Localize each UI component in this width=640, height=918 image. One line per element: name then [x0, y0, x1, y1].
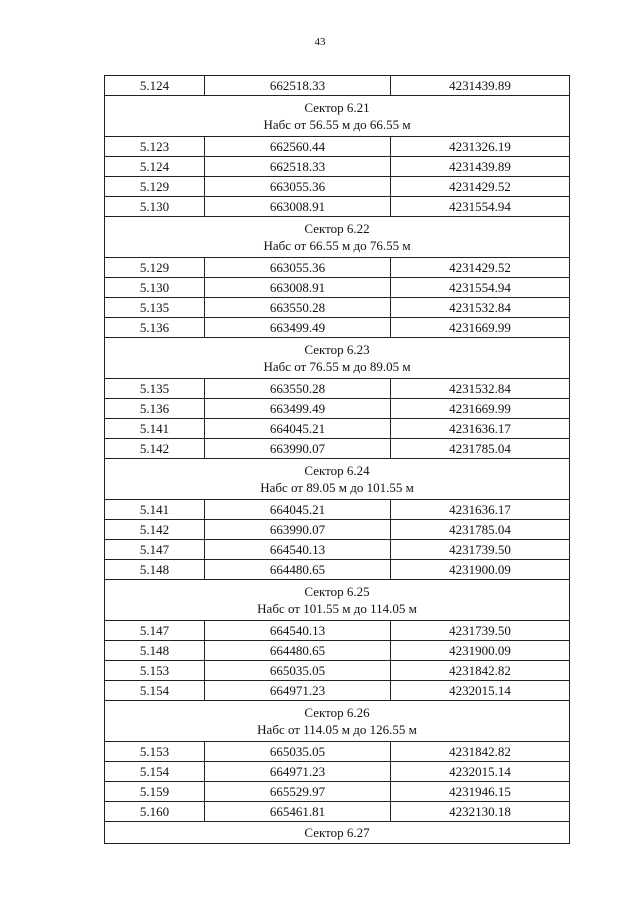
y-coordinate-cell: 4231636.17	[391, 500, 570, 520]
x-coordinate-cell: 663008.91	[205, 197, 391, 217]
point-number-cell: 5.135	[105, 298, 205, 318]
sector-title: Сектор 6.21	[304, 100, 370, 115]
x-coordinate-cell: 663499.49	[205, 318, 391, 338]
point-number-cell: 5.124	[105, 76, 205, 96]
point-number-cell: 5.153	[105, 661, 205, 681]
sector-height-range: Набс от 56.55 м до 66.55 м	[263, 117, 411, 132]
y-coordinate-cell: 4231439.89	[391, 76, 570, 96]
y-coordinate-cell: 4231554.94	[391, 278, 570, 298]
table-row	[105, 661, 570, 681]
x-coordinate-cell: 663008.91	[205, 278, 391, 298]
sector-title: Сектор 6.22	[304, 221, 370, 236]
coordinates-table	[104, 75, 570, 844]
sector-header-row	[105, 580, 570, 621]
sector-header-cell	[105, 217, 570, 258]
x-coordinate-cell: 663055.36	[205, 177, 391, 197]
sector-header-row	[105, 338, 570, 379]
sector-header-cell	[105, 701, 570, 742]
table-row	[105, 540, 570, 560]
x-coordinate-cell: 662518.33	[205, 76, 391, 96]
point-number-cell: 5.129	[105, 258, 205, 278]
sector-title: Сектор 6.23	[304, 342, 370, 357]
y-coordinate-cell: 4231429.52	[391, 258, 570, 278]
sector-header-cell	[105, 822, 570, 844]
x-coordinate-cell: 663550.28	[205, 379, 391, 399]
table-row	[105, 742, 570, 762]
table-row	[105, 520, 570, 540]
table-row	[105, 197, 570, 217]
x-coordinate-cell: 665035.05	[205, 661, 391, 681]
sector-height-range: Набс от 76.55 м до 89.05 м	[263, 359, 411, 374]
point-number-cell: 5.130	[105, 278, 205, 298]
y-coordinate-cell: 4231636.17	[391, 419, 570, 439]
y-coordinate-cell: 4231326.19	[391, 137, 570, 157]
table-row	[105, 318, 570, 338]
point-number-cell: 5.160	[105, 802, 205, 822]
point-number-cell: 5.148	[105, 641, 205, 661]
y-coordinate-cell: 4231785.04	[391, 520, 570, 540]
point-number-cell: 5.130	[105, 197, 205, 217]
y-coordinate-cell: 4231946.15	[391, 782, 570, 802]
y-coordinate-cell: 4231739.50	[391, 540, 570, 560]
x-coordinate-cell: 665461.81	[205, 802, 391, 822]
x-coordinate-cell: 664540.13	[205, 540, 391, 560]
sector-header-row	[105, 96, 570, 137]
page-number: 43	[314, 36, 326, 48]
x-coordinate-cell: 665035.05	[205, 742, 391, 762]
sector-header-row	[105, 701, 570, 742]
x-coordinate-cell: 664971.23	[205, 762, 391, 782]
y-coordinate-cell: 4231429.52	[391, 177, 570, 197]
x-coordinate-cell: 664480.65	[205, 641, 391, 661]
y-coordinate-cell: 4231842.82	[391, 742, 570, 762]
y-coordinate-cell: 4231554.94	[391, 197, 570, 217]
sector-height-range: Набс от 66.55 м до 76.55 м	[263, 238, 411, 253]
x-coordinate-cell: 664540.13	[205, 621, 391, 641]
table-row	[105, 278, 570, 298]
x-coordinate-cell: 663990.07	[205, 520, 391, 540]
x-coordinate-cell: 662560.44	[205, 137, 391, 157]
x-coordinate-cell: 663055.36	[205, 258, 391, 278]
table-row	[105, 500, 570, 520]
y-coordinate-cell: 4231439.89	[391, 157, 570, 177]
table-row	[105, 782, 570, 802]
y-coordinate-cell: 4231669.99	[391, 399, 570, 419]
x-coordinate-cell: 665529.97	[205, 782, 391, 802]
point-number-cell: 5.147	[105, 540, 205, 560]
x-coordinate-cell: 664045.21	[205, 500, 391, 520]
y-coordinate-cell: 4231669.99	[391, 318, 570, 338]
point-number-cell: 5.154	[105, 762, 205, 782]
point-number-cell: 5.136	[105, 399, 205, 419]
sector-header-row	[105, 217, 570, 258]
point-number-cell: 5.141	[105, 419, 205, 439]
table-row	[105, 177, 570, 197]
y-coordinate-cell: 4231900.09	[391, 560, 570, 580]
sector-title: Сектор 6.26	[304, 705, 370, 720]
table-row	[105, 399, 570, 419]
sector-height-range: Набс от 114.05 м до 126.55 м	[257, 722, 417, 737]
table-row	[105, 802, 570, 822]
sector-header-cell	[105, 96, 570, 137]
point-number-cell: 5.123	[105, 137, 205, 157]
y-coordinate-cell: 4232015.14	[391, 762, 570, 782]
sector-height-range: Набс от 101.55 м до 114.05 м	[257, 601, 417, 616]
point-number-cell: 5.141	[105, 500, 205, 520]
y-coordinate-cell: 4231785.04	[391, 439, 570, 459]
x-coordinate-cell: 663550.28	[205, 298, 391, 318]
table-row	[105, 641, 570, 661]
x-coordinate-cell: 664045.21	[205, 419, 391, 439]
x-coordinate-cell: 664971.23	[205, 681, 391, 701]
table-row	[105, 379, 570, 399]
y-coordinate-cell: 4232015.14	[391, 681, 570, 701]
table-row	[105, 681, 570, 701]
table-row	[105, 560, 570, 580]
point-number-cell: 5.129	[105, 177, 205, 197]
point-number-cell: 5.153	[105, 742, 205, 762]
x-coordinate-cell: 664480.65	[205, 560, 391, 580]
table-row	[105, 157, 570, 177]
point-number-cell: 5.142	[105, 520, 205, 540]
sector-title: Сектор 6.27	[304, 825, 370, 840]
point-number-cell: 5.154	[105, 681, 205, 701]
x-coordinate-cell: 662518.33	[205, 157, 391, 177]
x-coordinate-cell: 663990.07	[205, 439, 391, 459]
coordinates-table-body	[105, 76, 570, 844]
table-row	[105, 439, 570, 459]
y-coordinate-cell: 4231842.82	[391, 661, 570, 681]
table-row	[105, 419, 570, 439]
sector-title: Сектор 6.24	[304, 463, 370, 478]
x-coordinate-cell: 663499.49	[205, 399, 391, 419]
table-row	[105, 298, 570, 318]
y-coordinate-cell: 4231532.84	[391, 298, 570, 318]
sector-header-cell	[105, 580, 570, 621]
table-row	[105, 621, 570, 641]
point-number-cell: 5.136	[105, 318, 205, 338]
sector-header-cell	[105, 459, 570, 500]
table-row	[105, 258, 570, 278]
point-number-cell: 5.147	[105, 621, 205, 641]
table-row	[105, 762, 570, 782]
point-number-cell: 5.148	[105, 560, 205, 580]
y-coordinate-cell: 4231739.50	[391, 621, 570, 641]
point-number-cell: 5.135	[105, 379, 205, 399]
sector-header-row	[105, 822, 570, 844]
sector-header-cell	[105, 338, 570, 379]
point-number-cell: 5.159	[105, 782, 205, 802]
table-row	[105, 76, 570, 96]
point-number-cell: 5.124	[105, 157, 205, 177]
table-row	[105, 137, 570, 157]
sector-header-row	[105, 459, 570, 500]
sector-height-range: Набс от 89.05 м до 101.55 м	[260, 480, 414, 495]
sector-title: Сектор 6.25	[304, 584, 370, 599]
point-number-cell: 5.142	[105, 439, 205, 459]
y-coordinate-cell: 4232130.18	[391, 802, 570, 822]
y-coordinate-cell: 4231532.84	[391, 379, 570, 399]
y-coordinate-cell: 4231900.09	[391, 641, 570, 661]
